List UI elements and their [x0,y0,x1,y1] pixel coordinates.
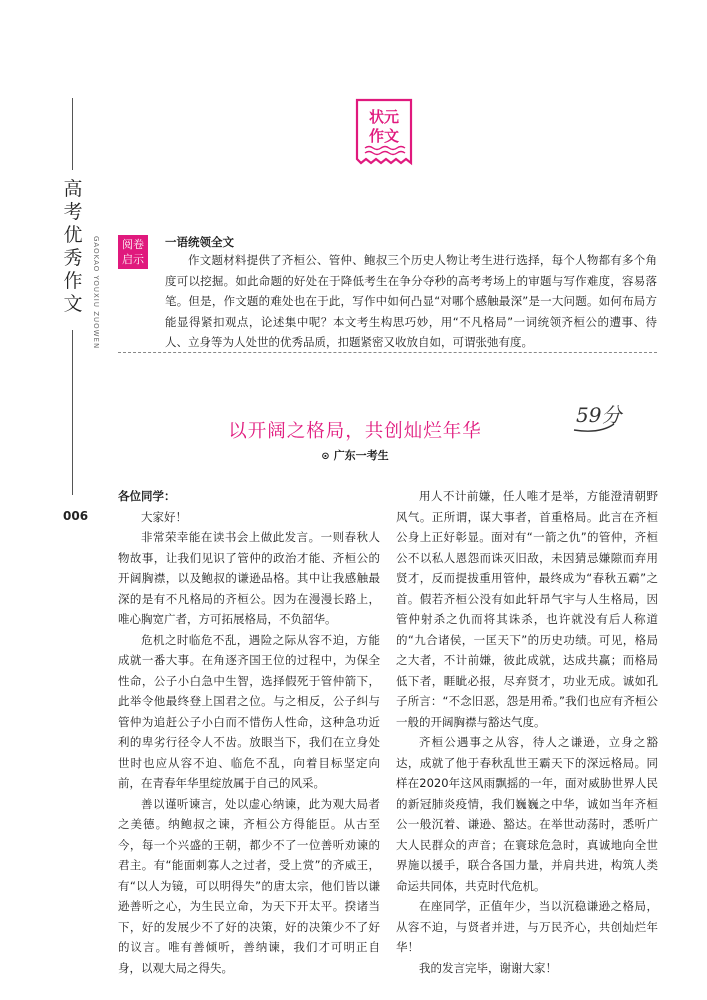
essay-paragraph: 非常荣幸能在读书会上做此发言。一则春秋人物故事，让我们见识了管仲的政治才能、齐桓公的开阔胸襟，以及鲍叔的谦逊品格。其中让我感触最深的是有不凡格局的齐桓公。因为在漫漫长路上，唯心胸宽广者，方可拓展格局，不负韶华。 [118,530,380,626]
section-divider [118,352,657,353]
review-heading: 一语统领全文 [165,235,234,249]
review-tag [118,235,148,269]
essay-left-column [118,486,380,978]
essay-paragraph: 善以谨听谏言，处以虚心纳谏，此为观大局者之美德。纳鲍叔之谏，齐桓公方得能臣。从古至今，每一个兴盛的王朝，都少不了一位善听劝谏的君主。有“能面刺寡人之过者，受上赏”的齐威王，有“以人为镜，可以明得失”的唐太宗，他们皆以谦逊善听之心，为生民立命，为天下开太平。揆诸当下，好的发展少不了好的决策，好的决策少不了好的议言。唯有善倾听，善纳谏，我们才可明正自身，以观大局之得失。 [118,796,380,975]
column-title-char: 文 [63,293,83,315]
page-number: 006 [63,509,89,523]
score-value: 59分 [576,403,622,427]
review-text: 作文题材料提供了齐桓公、管仲、鲍叔三个历史人物让考生进行选择，每个人物都有多个角度可以挖掘。如此命题的好处在于降低考生在争分夺秒的高考考场上的审题与写作难度，容易落笔。但是，作文题的难处也在于此，写作中如何凸显“对哪个感触最深”是一大问题。如何布局方能显得紧扣观点，论述集中呢？本文考生构思巧妙，用“不凡格局”一词统领齐桓公的遭事、待人、立身等为人处世的优秀品质，扣题紧密又收放自如，可谓张弛有度。 [165,253,657,349]
column-title-char: 高 [63,178,83,200]
review-tag-line1: 阅卷 [122,238,144,251]
column-title-char: 优 [63,224,83,246]
badge-line2: 作文 [368,127,400,145]
column-title-char: 考 [63,201,83,223]
essay-paragraph: 危机之时临危不乱，遇险之际从容不迫，方能成就一番大事。在角逐齐国王位的过程中，为保全性命，公子小白急中生智，选择假死于管仲箭下，此举令他最终登上国君之位。与之相反，公子纠与管仲为追赶公子小白而不惜伤人性命，这种急功近利的卑劣行径令人不齿。放眼当下，我们在立身处世时也应从容不迫、临危不乱，向着目标坚定向前，在青春年华里绽放属于自己的风采。 [118,632,380,790]
badge-line1: 状元 [368,108,400,126]
essay-title: 以开阔之格局，共创灿烂年华 [228,421,482,442]
zhuangyuan-badge-icon [353,97,415,171]
review-tag-line2: 启示 [122,253,144,266]
side-line-top [72,98,73,170]
column-title-char: 作 [63,270,83,292]
side-line-bottom [72,330,73,495]
essay-paragraph: 齐桓公遇事之从容，待人之谦逊，立身之豁达，成就了他于春秋乱世王霸天下的深远格局。同样在2020年这风雨飘摇的一年，面对威胁世界人民的新冠肺炎疫情，我们巍巍之中华，诚如当年齐桓公一般沉着、谦逊、豁达。在举世动荡时，悉听广大人民群众的声音；在寰球危急时，真诚地向全世界施以援手，联合各国力量，并肩共进，构筑人类命运共同体，共克时代危机。 [396,735,658,893]
column-pinyin: GAOKAO YOUXIU ZUOWEN [92,236,100,350]
score-mark [570,400,640,434]
author-name: 广东一考生 [333,449,389,462]
essay-author [190,447,520,463]
essay-paragraph: 用人不计前嫌，任人唯才是举，方能澄清朝野风气。正所谓，谋大事者，首重格局。此言在齐桓公身上正好彰显。面对有“一箭之仇”的管仲，齐桓公不以私人恩怨而诛灭旧敌，未因猜忌嫌隙而弃用贤才，反而提拔重用管仲，最终成为“春秋五霸”之首。假若齐桓公没有如此轩昂气宇与人生格局，因管仲射杀之仇而将其诛杀，也许就没有后人称道的“九合诸侯，一匡天下”的历史功绩。可见，格局之大者，不计前嫌，彼此成就，达成共赢；而格局低下者，睚眦必报，尽弃贤才，功业无成。诚如孔子所言：“不念旧恶，怨是用希。”我们也应有齐桓公一般的开阔胸襟与豁达气度。 [396,489,658,729]
essay-paragraph: 各位同学： [118,489,176,503]
author-icon: ⊙ [321,451,330,462]
essay-right-column [396,486,658,978]
essay-paragraph: 大家好！ [141,509,187,524]
column-title-char: 秀 [63,247,83,269]
essay-paragraph: 在座同学，正值年少，当以沉稳谦逊之格局，从容不迫，与贤者并进，与万民齐心，共创灿烂年华！ [396,899,658,954]
essay-paragraph: 我的发言完毕，谢谢大家！ [419,960,557,975]
